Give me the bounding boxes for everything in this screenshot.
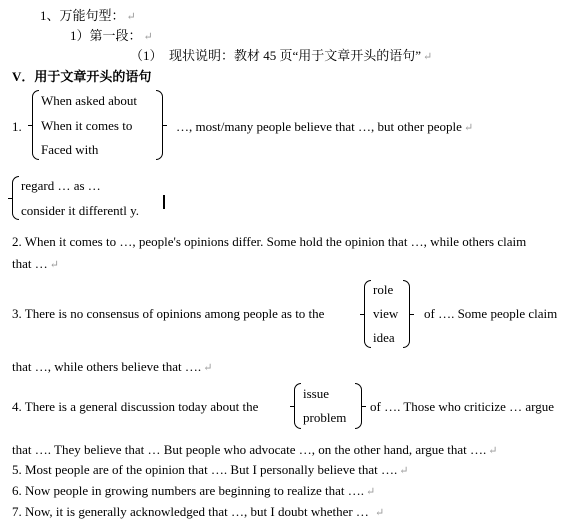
outline-line-2 bbox=[70, 25, 153, 44]
outline-line-2-text: 1）第一段： bbox=[70, 28, 142, 43]
section-title-text: V．用于文章开头的语句 bbox=[12, 69, 152, 84]
item-2-line-2-text: that … bbox=[12, 256, 48, 271]
item-4-line-2 bbox=[12, 442, 497, 458]
right-brace bbox=[355, 383, 362, 429]
item-6-text: 6. Now people in growing numbers are beginning to realize that …. bbox=[12, 483, 364, 498]
right-brace bbox=[403, 280, 410, 348]
item-4-line-2-text: that …. They believe that … But people who advocate …, on the other hand, argue that …. bbox=[12, 442, 487, 457]
item-3-tail: of …. Some people claim bbox=[424, 306, 558, 321]
regard-option-2: consider it differentl y. bbox=[21, 203, 140, 218]
item-4-option-2: problem bbox=[303, 410, 347, 425]
item-4-option-1: issue bbox=[303, 386, 329, 401]
item-2-line-1: 2. When it comes to …, people's opinions differ. Some hold the opinion that …, while others claim bbox=[12, 234, 527, 249]
section-title bbox=[12, 66, 151, 85]
item-2-line-2 bbox=[12, 256, 59, 272]
item-3-option-2: view bbox=[373, 306, 399, 321]
item-1-number: 1. bbox=[12, 119, 22, 134]
paragraph-mark: ↵ bbox=[488, 445, 498, 457]
item-3-line-2-text: that …, while others believe that …. bbox=[12, 359, 202, 374]
item-4-head: 4. There is a general discussion today about the bbox=[12, 399, 259, 414]
item-5-text: 5. Most people are of the opinion that …. But I personally believe that …. bbox=[12, 462, 398, 477]
item-1-option-3: Faced with bbox=[41, 142, 99, 157]
item-3-option-1: role bbox=[373, 282, 394, 297]
paragraph-mark: ↵ bbox=[399, 465, 409, 477]
paragraph-mark: ↵ bbox=[49, 259, 59, 271]
regard-option-1: regard … as … bbox=[21, 178, 101, 193]
item-1-option-2: When it comes to bbox=[41, 118, 133, 133]
outline-line-1-text: 1、万能句型： bbox=[40, 8, 125, 23]
item-5 bbox=[12, 462, 408, 478]
left-brace bbox=[32, 90, 39, 160]
left-brace bbox=[294, 383, 301, 429]
item-1-tail bbox=[176, 119, 473, 135]
paragraph-mark: ↵ bbox=[126, 11, 136, 23]
paragraph-mark: ↵ bbox=[203, 362, 213, 374]
item-1-option-1: When asked about bbox=[41, 93, 138, 108]
outline-line-1 bbox=[40, 5, 136, 24]
text-cursor bbox=[163, 195, 165, 209]
item-4-tail: of …. Those who criticize … argue bbox=[370, 399, 554, 414]
left-brace bbox=[12, 176, 19, 220]
item-6 bbox=[12, 483, 375, 499]
item-7-text: 7. Now, it is generally acknowledged that …, but I doubt whether … bbox=[12, 504, 369, 519]
right-brace bbox=[156, 90, 163, 160]
item-7 bbox=[12, 504, 384, 520]
item-1-tail-text: …, most/many people believe that …, but other people bbox=[176, 119, 462, 134]
paragraph-mark: ↵ bbox=[143, 31, 153, 43]
outline-line-3 bbox=[130, 45, 432, 64]
paragraph-mark: ↵ bbox=[374, 507, 385, 519]
left-brace bbox=[364, 280, 371, 348]
item-3-line-2 bbox=[12, 359, 212, 375]
item-3-head: 3. There is no consensus of opinions among people as to the bbox=[12, 306, 325, 321]
item-3-option-3: idea bbox=[373, 330, 395, 345]
paragraph-mark: ↵ bbox=[463, 122, 474, 134]
paragraph-mark: ↵ bbox=[366, 486, 376, 498]
outline-line-3-text: （1） 现状说明：教材 45 页“用于文章开头的语句” bbox=[130, 48, 422, 63]
paragraph-mark: ↵ bbox=[423, 51, 433, 63]
